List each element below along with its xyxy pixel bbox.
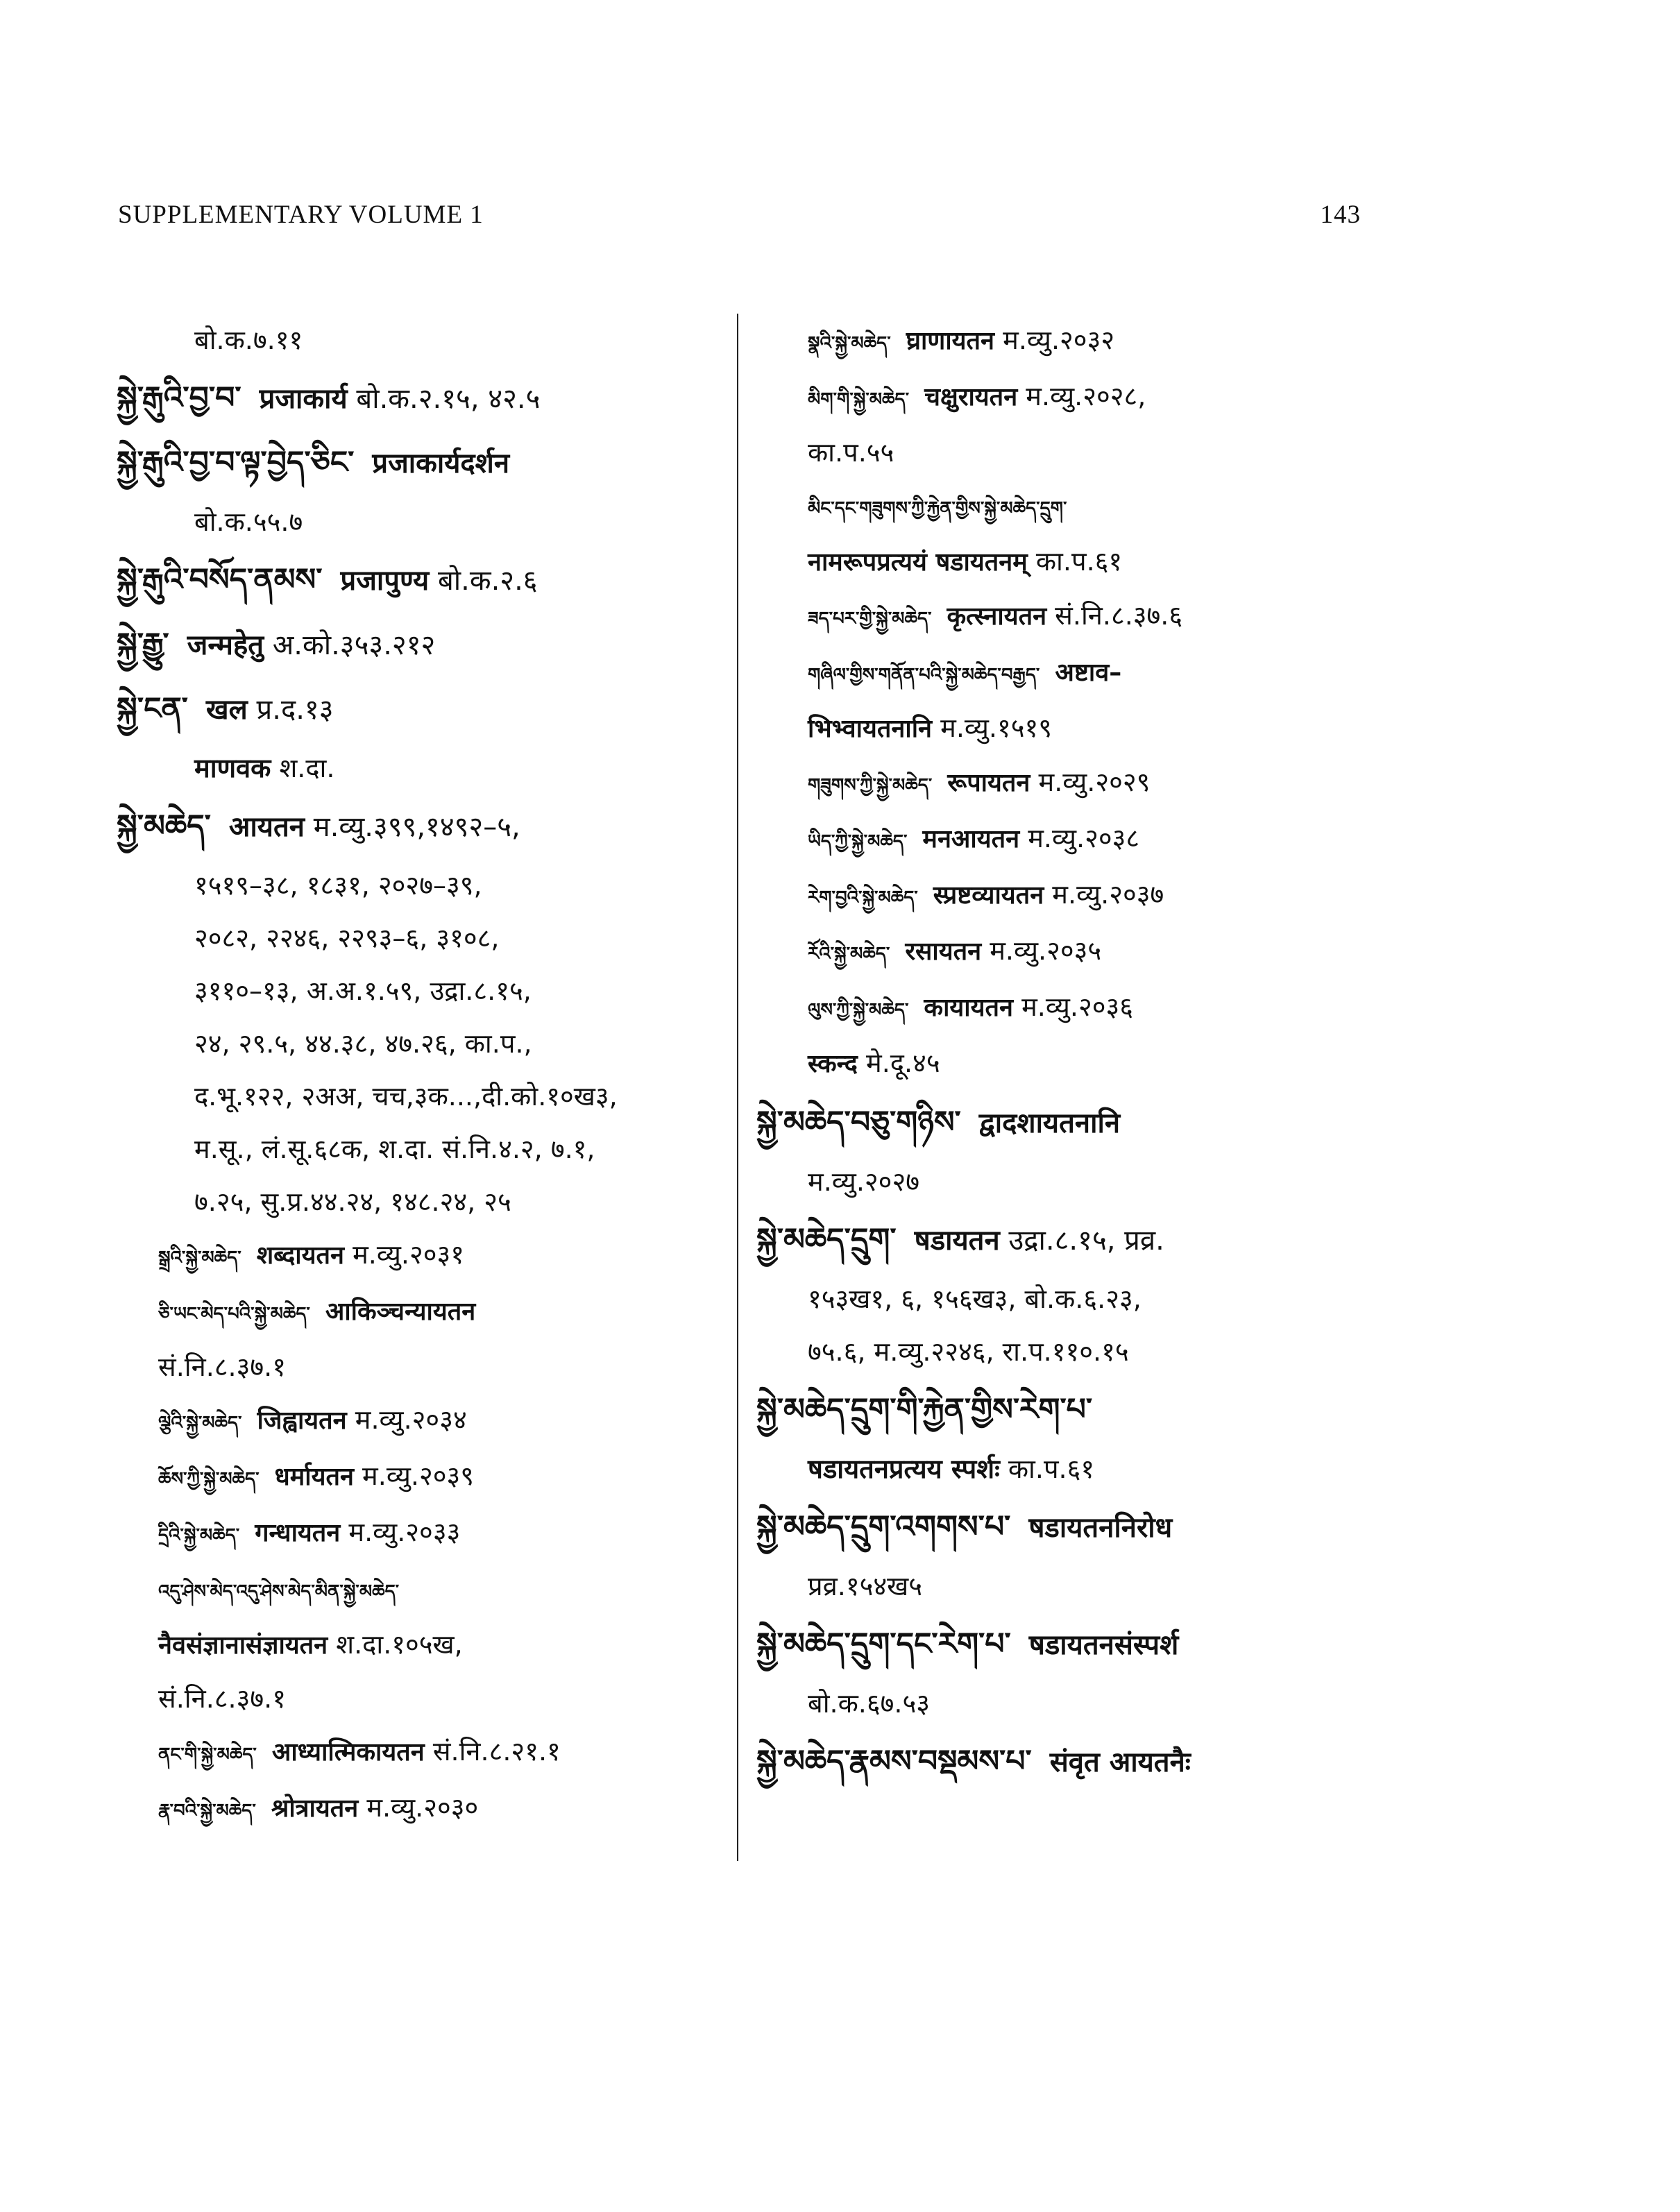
sanskrit-equivalent: मनआयतन bbox=[922, 825, 1020, 853]
source-reference: बो.क.२.१५, ४२.५ bbox=[356, 383, 541, 415]
dictionary-entry bbox=[756, 1730, 1381, 1794]
dictionary-entry bbox=[756, 812, 1381, 868]
source-reference: बो.क.२.६ bbox=[437, 565, 538, 597]
source-reference: प्रव्र.१५४ख५ bbox=[808, 1571, 922, 1601]
dictionary-entry bbox=[117, 366, 727, 431]
tibetan-headword: སྐྱེ་རྒྱུ་ bbox=[117, 627, 169, 662]
sanskrit-equivalent: स्कन्द bbox=[808, 1050, 858, 1078]
dictionary-entry bbox=[756, 1325, 1381, 1378]
tibetan-headword: སྣའི་སྐྱེ་མཆེད་ bbox=[808, 333, 891, 354]
source-reference: म.व्यु.२०३८ bbox=[1028, 823, 1140, 853]
source-reference: श.दा. bbox=[279, 753, 335, 783]
sanskrit-equivalent: संवृत आयतनैः bbox=[1049, 1746, 1191, 1778]
source-reference: द.भू.१२२, २अअ, चच,३क...,दी.को.१०ख३, bbox=[194, 1081, 618, 1112]
dictionary-entry bbox=[756, 1613, 1381, 1677]
tibetan-headword: སྐྱེ་མཆེད་དྲུག་གི་རྐྱེན་གྱིས་རེག་པ་ bbox=[756, 1392, 1093, 1427]
source-reference: म.व्यु.२०३० bbox=[366, 1792, 479, 1823]
source-reference: का.प.५५ bbox=[808, 437, 894, 468]
sanskrit-equivalent: स्प्रष्टव्यायतन bbox=[933, 881, 1044, 910]
dictionary-entry bbox=[117, 1175, 727, 1228]
tibetan-headword: ནང་གི་སྐྱེ་མཆེད་ bbox=[158, 1744, 257, 1765]
tibetan-headword: སྒྲའི་སྐྱེ་མཆེད་ bbox=[158, 1248, 241, 1268]
dictionary-entry bbox=[756, 1037, 1381, 1091]
running-title: SUPPLEMENTARY VOLUME 1 bbox=[118, 201, 484, 229]
dictionary-entry bbox=[117, 495, 727, 548]
dictionary-entry bbox=[117, 1393, 727, 1449]
source-reference: प्र.द.१३ bbox=[256, 694, 334, 726]
dictionary-entry bbox=[117, 548, 727, 613]
tibetan-headword: མིག་གི་སྐྱེ་མཆེད་ bbox=[808, 389, 910, 410]
dictionary-entry bbox=[117, 1284, 727, 1341]
source-reference: म.व्यु.२०२७ bbox=[808, 1166, 919, 1197]
tibetan-headword: སྐྱེ་རྒུའི་བྱ་བ་ལྟ་བྱེད་ཅིང་ bbox=[117, 445, 355, 480]
dictionary-entry bbox=[756, 314, 1381, 370]
source-reference: सं.नि.८.३७.१ bbox=[158, 1683, 286, 1714]
dictionary-entry bbox=[117, 794, 727, 859]
tibetan-headword: སྐྱེ་མཆེད་དྲུག་འགགས་པ་ bbox=[756, 1509, 1011, 1545]
tibetan-headword: སྐྱེ་རྒུའི་བསོད་ནམས་ bbox=[117, 562, 323, 597]
sanskrit-equivalent: जिह्वायतन bbox=[257, 1406, 347, 1435]
source-reference: १५१९–३८, १८३१, २०२७–३९, bbox=[194, 870, 482, 901]
sanskrit-equivalent: षडायतन bbox=[914, 1225, 1000, 1257]
dictionary-entry bbox=[756, 535, 1381, 589]
sanskrit-equivalent: चक्षुरायतन bbox=[924, 383, 1018, 411]
dictionary-entry bbox=[117, 431, 727, 495]
tibetan-headword: ལུས་ཀྱི་སྐྱེ་མཆེད་ bbox=[808, 1000, 909, 1021]
tibetan-headword: སྐྱེ་མཆེད་རྣམས་བསྡམས་པ་ bbox=[756, 1744, 1032, 1779]
sanskrit-equivalent: नैवसंज्ञानासंज्ञायतन bbox=[158, 1631, 328, 1660]
dictionary-entry bbox=[756, 1378, 1381, 1443]
dictionary-entry bbox=[117, 1449, 727, 1506]
right-column bbox=[756, 314, 1381, 1794]
sanskrit-equivalent: षडायतनप्रत्यय स्पर्शः bbox=[808, 1454, 1000, 1484]
dictionary-entry bbox=[117, 1725, 727, 1781]
tibetan-headword: ཅི་ཡང་མེད་པའི་སྐྱེ་མཆེད་ bbox=[158, 1304, 310, 1325]
source-reference: अ.को.३५३.२१२ bbox=[272, 629, 436, 661]
sanskrit-equivalent: आध्यात्मिकायतन bbox=[271, 1738, 425, 1767]
dictionary-entry bbox=[756, 1155, 1381, 1208]
source-reference: का.प.६१ bbox=[1035, 546, 1123, 577]
tibetan-headword: སྐྱེ་མཆེད་བཅུ་གཉིས་ bbox=[756, 1105, 961, 1140]
dictionary-entry bbox=[756, 1677, 1381, 1730]
dictionary-entry bbox=[117, 1781, 727, 1837]
sanskrit-equivalent: रसायतन bbox=[905, 937, 982, 966]
sanskrit-equivalent: जन्महेतु bbox=[187, 629, 264, 661]
sanskrit-equivalent: अष्टाव– bbox=[1055, 658, 1122, 687]
sanskrit-equivalent: षडायतननिरोध bbox=[1028, 1512, 1173, 1544]
tibetan-headword: རོའི་སྐྱེ་མཆེད་ bbox=[808, 944, 890, 964]
source-reference: म.व्यु.२०३६ bbox=[1021, 992, 1134, 1022]
sanskrit-equivalent: खल bbox=[205, 694, 248, 726]
sanskrit-equivalent: प्रजाकार्यदर्शन bbox=[372, 448, 510, 479]
source-reference: म.व्यु.२०३५ bbox=[990, 935, 1102, 966]
source-reference: मे.दू.४५ bbox=[866, 1048, 940, 1078]
dictionary-entry bbox=[117, 1123, 727, 1175]
tibetan-headword: མིང་དང་གཟུགས་ཀྱི་རྐྱེན་གྱིས་སྐྱེ་མཆེད་དྲུག་ bbox=[808, 498, 1067, 519]
tibetan-headword: དྲིའི་སྐྱེ་མཆེད་ bbox=[158, 1525, 240, 1546]
dictionary-entry bbox=[756, 370, 1381, 426]
tibetan-headword: འདུ་ཤེས་མེད་འདུ་ཤེས་མེད་མིན་སྐྱེ་མཆེད་ bbox=[158, 1581, 400, 1602]
source-reference: म.सू., लं.सू.६८क, श.दा. सं.नि.४.२, ७.१, bbox=[194, 1134, 595, 1164]
dictionary-entry bbox=[756, 1443, 1381, 1495]
tibetan-headword: སྐྱེ་མཆེད་དྲུག་དང་རེག་པ་ bbox=[756, 1626, 1011, 1662]
source-reference: म.व्यु.२०३९ bbox=[362, 1461, 475, 1491]
dictionary-entry bbox=[756, 479, 1381, 535]
source-reference: उद्रा.८.१५, प्रव्र. bbox=[1008, 1225, 1164, 1257]
dictionary-entry bbox=[117, 964, 727, 1017]
dictionary-entry bbox=[756, 589, 1381, 645]
sanskrit-equivalent: गन्धायतन bbox=[255, 1519, 341, 1547]
source-reference: म.व्यु.२०३१ bbox=[353, 1239, 465, 1270]
source-reference: म.व्यु.२०२९ bbox=[1038, 767, 1151, 797]
tibetan-headword: རྣ་བའི་སྐྱེ་མཆེད་ bbox=[158, 1801, 256, 1821]
sanskrit-equivalent: शब्दायतन bbox=[256, 1241, 344, 1270]
page-header bbox=[118, 200, 1361, 230]
source-reference: बो.क.५५.७ bbox=[194, 507, 303, 537]
sanskrit-equivalent: माणवक bbox=[194, 753, 271, 783]
source-reference: म.व्यु.१५१९ bbox=[940, 713, 1053, 743]
tibetan-headword: སྐྱེ་མཆེད་ bbox=[117, 808, 211, 844]
dictionary-entry bbox=[117, 613, 727, 677]
sanskrit-equivalent: कायायतन bbox=[924, 994, 1013, 1022]
source-reference: म.व्यु.२०३२ bbox=[1003, 325, 1115, 355]
tibetan-headword: ཆོས་ཀྱི་སྐྱེ་མཆེད་ bbox=[158, 1469, 260, 1490]
dictionary-entry bbox=[756, 645, 1381, 701]
sanskrit-equivalent: आकिञ्चन्यायतन bbox=[325, 1298, 476, 1326]
sanskrit-equivalent: नामरूपप्रत्ययं षडायतनम् bbox=[808, 548, 1028, 577]
source-reference: सं.नि.८.२१.१ bbox=[432, 1736, 561, 1767]
dictionary-entry bbox=[117, 1562, 727, 1618]
dictionary-entry bbox=[117, 1618, 727, 1672]
dictionary-entry bbox=[117, 1506, 727, 1562]
dictionary-entry bbox=[756, 1273, 1381, 1325]
tibetan-headword: གཟུགས་ཀྱི་སྐྱེ་མཆེད་ bbox=[808, 775, 933, 796]
source-reference: ३११०–१३, अ.अ.१.५९, उद्रा.८.१५, bbox=[194, 976, 532, 1006]
source-reference: म.व्यु.२०३७ bbox=[1052, 879, 1164, 910]
dictionary-entry bbox=[756, 924, 1381, 980]
dictionary-entry bbox=[117, 1672, 727, 1725]
dictionary-entry bbox=[117, 314, 727, 366]
sanskrit-equivalent: श्रोत्रायतन bbox=[271, 1794, 359, 1823]
dictionary-entry bbox=[756, 426, 1381, 479]
source-reference: बो.क.७.११ bbox=[194, 325, 303, 355]
dictionary-entry bbox=[756, 701, 1381, 756]
dictionary-entry bbox=[117, 859, 727, 912]
source-reference: ७५.६, म.व्यु.२२४६, रा.प.११०.१५ bbox=[808, 1336, 1129, 1367]
tibetan-headword: སྐྱེ་རྒུའི་བྱ་བ་ bbox=[117, 380, 241, 416]
sanskrit-equivalent: रूपायतन bbox=[947, 769, 1030, 797]
dictionary-entry bbox=[117, 912, 727, 964]
dictionary-entry bbox=[756, 980, 1381, 1037]
source-reference: २४, २९.५, ४४.३८, ४७.२६, का.प., bbox=[194, 1028, 532, 1059]
sanskrit-equivalent: घ्राणायतन bbox=[906, 327, 995, 355]
source-reference: सं.नि.८.३७.१ bbox=[158, 1352, 286, 1382]
dictionary-entry bbox=[117, 1070, 727, 1123]
sanskrit-equivalent: धर्मायतन bbox=[274, 1463, 354, 1491]
tibetan-headword: རེག་བྱའི་སྐྱེ་མཆེད་ bbox=[808, 887, 918, 908]
source-reference: म.व्यु.२०२८, bbox=[1026, 381, 1146, 411]
source-reference: ७.२५, सु.प्र.४४.२४, १४८.२४, २५ bbox=[194, 1186, 511, 1217]
tibetan-headword: ལྕེའི་སྐྱེ་མཆེད་ bbox=[158, 1413, 242, 1433]
sanskrit-equivalent: द्वादशायतनानि bbox=[978, 1107, 1121, 1139]
tibetan-headword: ཡིད་ཀྱི་སྐྱེ་མཆེད་ bbox=[808, 831, 908, 852]
tibetan-headword: སྐྱེ་ངན་ bbox=[117, 691, 188, 726]
source-reference: म.व्यु.२०३३ bbox=[348, 1517, 461, 1547]
tibetan-headword: ཟད་པར་གྱི་སྐྱེ་མཆེད་ bbox=[808, 609, 932, 629]
source-reference: १५३ख१, ६, १५६ख३, बो.क.६.२३, bbox=[808, 1284, 1142, 1314]
dictionary-entry bbox=[756, 868, 1381, 924]
dictionary-entry bbox=[117, 1341, 727, 1393]
sanskrit-equivalent: षडायतनसंस्पर्श bbox=[1028, 1629, 1179, 1661]
source-reference: श.दा.१०५ख, bbox=[336, 1629, 463, 1660]
sanskrit-equivalent: कृत्स्नायतन bbox=[947, 602, 1047, 631]
source-reference: म.व्यु.३९९,१४९२–५, bbox=[313, 811, 520, 843]
column-divider bbox=[737, 314, 738, 1861]
sanskrit-equivalent: भिभ्वायतनानि bbox=[808, 715, 932, 743]
dictionary-entry bbox=[117, 1017, 727, 1070]
dictionary-entry bbox=[756, 1560, 1381, 1613]
page-number: 143 bbox=[1320, 201, 1361, 229]
source-reference: का.प.६१ bbox=[1008, 1454, 1095, 1484]
dictionary-entry bbox=[756, 756, 1381, 812]
source-reference: सं.नि.८.३७.६ bbox=[1055, 600, 1183, 631]
sanskrit-equivalent: प्रजापुण्य bbox=[340, 565, 430, 597]
tibetan-headword: གཞིལ་གྱིས་གནོན་པའི་སྐྱེ་མཆེད་བརྒྱད་ bbox=[808, 665, 1040, 686]
dictionary-entry bbox=[756, 1091, 1381, 1155]
dictionary-entry bbox=[756, 1208, 1381, 1273]
source-reference: म.व्यु.२०३४ bbox=[355, 1404, 467, 1435]
dictionary-entry bbox=[756, 1495, 1381, 1560]
dictionary-entry bbox=[117, 1228, 727, 1284]
source-reference: २०८२, २२४६, २२९३–६, ३१०८, bbox=[194, 923, 500, 953]
sanskrit-equivalent: आयतन bbox=[228, 811, 305, 843]
sanskrit-equivalent: प्रजाकार्य bbox=[259, 383, 348, 415]
source-reference: बो.क.६७.५३ bbox=[808, 1688, 931, 1719]
left-column bbox=[117, 314, 727, 1837]
tibetan-headword: སྐྱེ་མཆེད་དྲུག་ bbox=[756, 1222, 897, 1257]
dictionary-entry bbox=[117, 742, 727, 794]
dictionary-entry bbox=[117, 677, 727, 742]
